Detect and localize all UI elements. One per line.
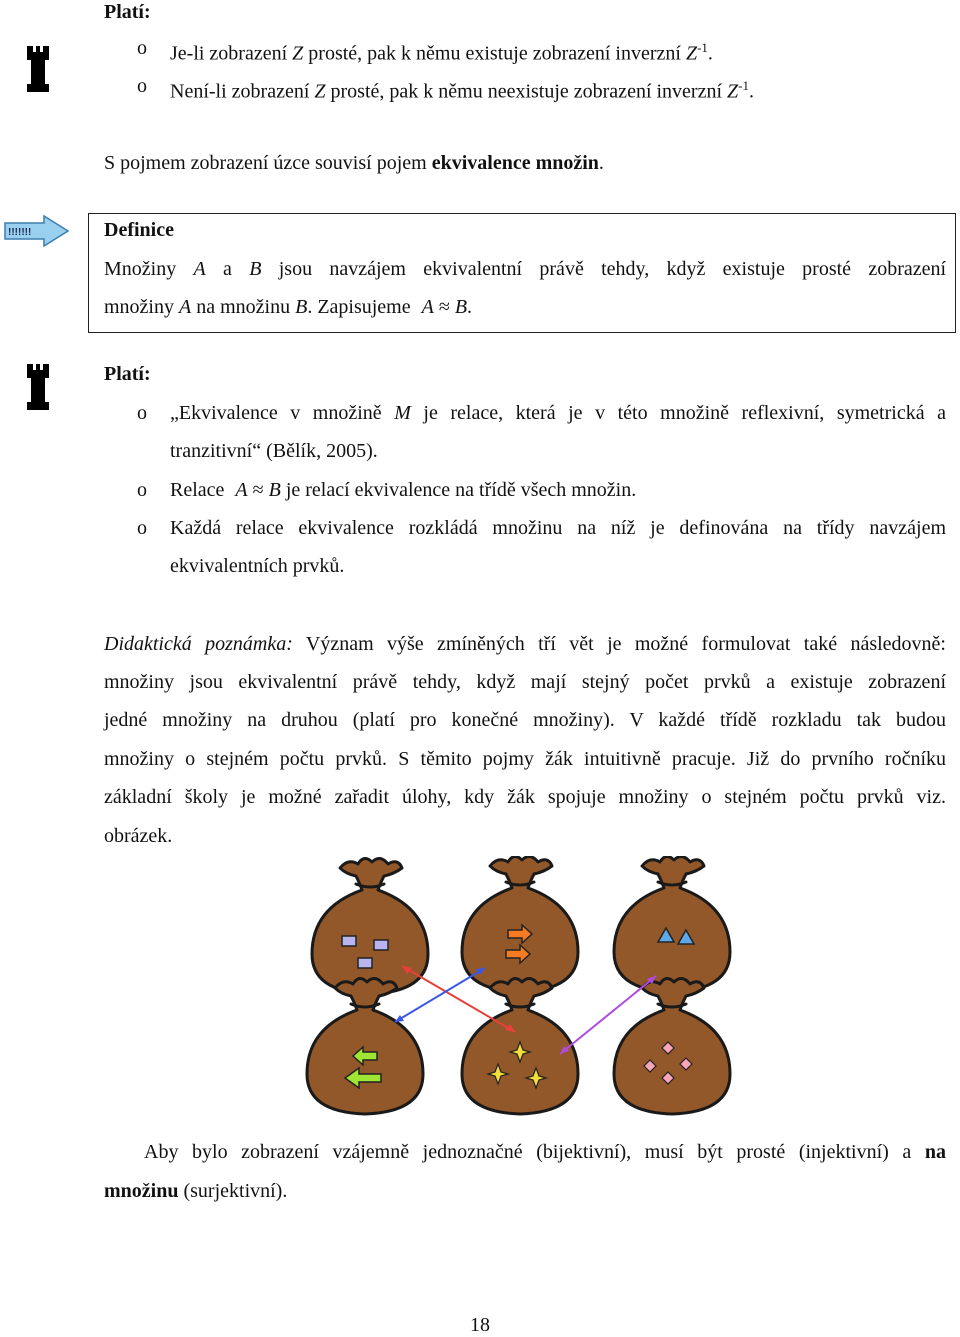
plati-item-not-injective: Není-li zobrazení Z prosté, pak k němu neexistuje zobrazení inverzní $Z^{-1}$. <box>170 78 754 103</box>
square-icon <box>374 940 388 950</box>
didactic-note-line-6: obrázek. <box>104 825 173 847</box>
definition-heading: Definice <box>104 219 174 241</box>
plati-item-equivalence-line-2: tranzitivní“ (Bělík, 2005). <box>170 440 378 462</box>
bijection-line-2: množinu (surjektivní). <box>104 1180 288 1202</box>
didactic-note-line-5: základní školy je možné zařadit úlohy, kdy žák spojuje množiny o stejném počtu prvků viz. <box>104 786 946 808</box>
didactic-note-line-4: množiny o stejném počtu prvků. S těmito pojmy žák intuitivně pracuje. Již do prvního ročníku <box>104 748 946 770</box>
bullet-marker: o <box>137 517 147 539</box>
plati-item-partition-line-1: Každá relace ekvivalence rozkládá množinu na níž je definována na třídy navzájem <box>170 517 946 539</box>
bag-triangles <box>614 856 730 992</box>
bullet-marker: o <box>137 479 147 501</box>
plati-item-equivalence-line-1: „Ekvivalence v množině M je relace, která je v této množině reflexivní, symetrická a <box>170 402 946 424</box>
page-number: 18 <box>470 1314 490 1336</box>
bags-matching-illustration <box>300 856 740 1126</box>
svg-text:!!!!!!!: !!!!!!! <box>8 227 32 238</box>
definition-line-2: množiny A na množinu B. Zapisujeme A ≈ B. <box>104 296 473 318</box>
bag-stars <box>462 978 578 1114</box>
plati-item-partition-line-2: ekvivalentních prvků. <box>170 555 345 577</box>
definition-arrow-icon <box>4 214 70 248</box>
didactic-note-line-1: Didaktická poznámka: Význam výše zmíněných tří vět je možné formulovat také následovně: <box>104 633 946 655</box>
plati-item-relation: Relace A ≈ B je relací ekvivalence na třídě všech množin. <box>170 479 637 501</box>
bullet-marker: o <box>137 402 147 424</box>
plati-heading: Platí: <box>104 363 151 385</box>
bullet-marker: o <box>137 75 147 97</box>
tower-icon <box>26 364 50 410</box>
didactic-note-line-3: jedné množiny na druhou (platí pro konečné množiny). V každé třídě rozkladu tak budou <box>104 709 946 731</box>
plati-item-injective: Je-li zobrazení Z prosté, pak k němu existuje zobrazení inverzní $Z^{-1}$. <box>170 40 713 65</box>
square-icon <box>342 936 356 946</box>
definition-line-1: Množiny A a B jsou navzájem ekvivalentní právě tehdy, když existuje prosté zobrazení <box>104 258 947 280</box>
square-icon <box>358 958 372 968</box>
bag-green-arrows <box>307 978 423 1114</box>
plati-heading: Platí: <box>104 1 151 23</box>
didactic-note-line-2: množiny jsou ekvivalentní právě tehdy, když mají stejný počet prvků a existuje zobrazení <box>104 671 946 693</box>
bijection-line-1: Aby bylo zobrazení vzájemně jednoznačné (bijektivní), musí být prosté (injektivní) a na <box>144 1141 946 1163</box>
bag-squares <box>312 858 428 994</box>
bullet-marker: o <box>137 37 147 59</box>
bag-diamonds <box>614 978 730 1114</box>
intro-sentence: S pojmem zobrazení úzce souvisí pojem ekvivalence množin. <box>104 152 604 174</box>
tower-icon <box>26 46 50 92</box>
